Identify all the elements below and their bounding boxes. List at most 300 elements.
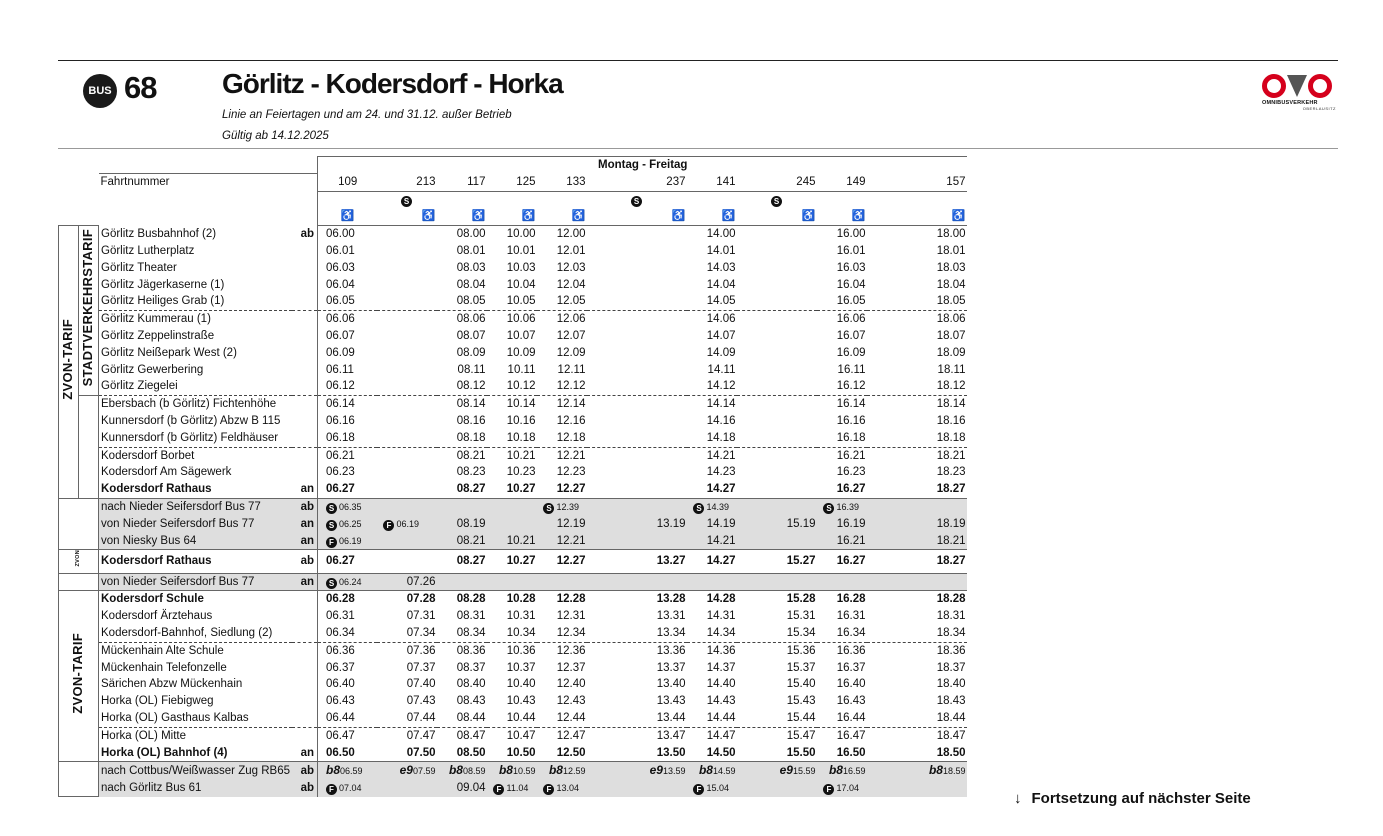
time-cell xyxy=(317,591,377,608)
timetable-row xyxy=(59,550,968,573)
time-value: 18.27 xyxy=(936,483,966,496)
timetable-row xyxy=(59,693,968,710)
wheelchair-icon: ♿ xyxy=(671,210,686,223)
time-cell xyxy=(687,625,737,642)
time-value: 13.47 xyxy=(656,729,686,742)
time-value: 16.05 xyxy=(836,295,866,308)
time-value: 13.19 xyxy=(656,517,686,530)
time-cell xyxy=(377,413,437,430)
time-value: 06.43 xyxy=(325,695,355,708)
time-cell xyxy=(487,550,537,573)
time-cell xyxy=(437,710,487,727)
time-cell xyxy=(737,413,817,430)
time-value: 08.00 xyxy=(456,228,486,241)
arrival-departure-marker: an xyxy=(292,533,318,550)
stop-name: Görlitz Zeppelinstraße xyxy=(101,329,215,342)
stop-name: Görlitz Heiliges Grab (1) xyxy=(99,293,292,310)
stop-name: Görlitz Kummerau (1) xyxy=(101,313,211,326)
time-cell xyxy=(587,378,687,395)
arrival-departure-marker: ab xyxy=(292,780,318,797)
time-cell xyxy=(317,277,377,294)
time-cell xyxy=(537,573,587,591)
time-value: 18.50 xyxy=(936,746,966,759)
time-cell xyxy=(867,362,967,379)
time-cell xyxy=(487,430,537,447)
day-label: Montag - Freitag xyxy=(317,157,967,174)
time-value: 16.27 xyxy=(836,555,866,568)
time-value: 10.23 xyxy=(506,466,536,479)
time-cell xyxy=(487,676,537,693)
time-cell xyxy=(687,516,737,533)
time-cell xyxy=(377,780,437,797)
time-value: 15.36 xyxy=(786,644,816,657)
wheelchair-icon: ♿ xyxy=(521,210,536,223)
time-value: 14.06 xyxy=(706,313,736,326)
time-cell xyxy=(587,328,687,345)
time-value: 15.47 xyxy=(786,729,816,742)
time-cell xyxy=(537,676,587,693)
stop-name: Kodersdorf Ärztehaus xyxy=(101,610,213,623)
wheelchair-icon: ♿ xyxy=(340,210,355,223)
time-value: 14.36 xyxy=(706,644,736,657)
time-cell xyxy=(817,642,867,659)
time-cell xyxy=(737,710,817,727)
time-value: 06.44 xyxy=(325,711,355,724)
time-cell xyxy=(687,464,737,481)
time-cell xyxy=(537,277,587,294)
time-value: 07.43 xyxy=(406,695,436,708)
time-cell xyxy=(437,516,487,533)
time-value: 16.11 xyxy=(837,363,866,376)
time-cell xyxy=(737,277,817,294)
time-cell xyxy=(867,328,967,345)
time-cell xyxy=(437,396,487,413)
stop-name: Görlitz Theater xyxy=(101,261,177,274)
time-value: 12.12 xyxy=(556,380,586,393)
time-value: 14.00 xyxy=(706,228,736,241)
arrival-departure-marker xyxy=(292,642,318,659)
school-day-icon: S xyxy=(631,196,642,207)
time-cell xyxy=(377,573,437,591)
time-value: 12.04 xyxy=(556,278,586,291)
time-cell xyxy=(317,481,377,498)
time-cell xyxy=(437,608,487,625)
stop-name: von Nieder Seifersdorf Bus 77 xyxy=(99,516,292,533)
train-type-label: b8 xyxy=(698,763,713,778)
stop-name: Kodersdorf Rathaus xyxy=(99,481,292,498)
time-cell xyxy=(317,260,377,277)
time-value: 18.21 xyxy=(936,534,966,547)
time-value: 12.40 xyxy=(556,678,586,691)
time-value: 08.07 xyxy=(456,329,486,342)
time-value: 14.27 xyxy=(706,483,736,496)
time-value: 06.50 xyxy=(325,746,355,759)
arrival-departure-marker xyxy=(292,243,318,260)
train-type-label: b8 xyxy=(498,763,513,778)
time-cell xyxy=(587,293,687,310)
school-day-icon: S xyxy=(693,503,704,514)
timetable-row xyxy=(59,676,968,693)
time-cell xyxy=(377,293,437,310)
timetable-row xyxy=(59,573,968,591)
time-cell xyxy=(437,464,487,481)
time-cell xyxy=(437,533,487,550)
time-cell xyxy=(537,378,587,395)
time-value: 08.47 xyxy=(456,729,486,742)
time-cell xyxy=(587,498,687,515)
time-value: 18.34 xyxy=(936,627,966,639)
time-value: 15.31 xyxy=(786,610,816,623)
time-cell xyxy=(817,430,867,447)
time-cell xyxy=(867,533,967,550)
wheelchair-icon: ♿ xyxy=(951,210,966,223)
arrival-departure-marker xyxy=(292,710,318,727)
time-cell xyxy=(487,447,537,464)
time-cell xyxy=(377,481,437,498)
time-cell xyxy=(487,693,537,710)
time-value: 16.40 xyxy=(836,678,866,691)
time-cell xyxy=(537,293,587,310)
time-cell xyxy=(687,573,737,591)
time-cell xyxy=(817,625,867,642)
time-cell xyxy=(437,591,487,608)
time-cell xyxy=(867,378,967,395)
time-cell xyxy=(867,413,967,430)
time-cell xyxy=(317,362,377,379)
time-cell xyxy=(687,345,737,362)
time-cell xyxy=(737,260,817,277)
time-cell xyxy=(817,328,867,345)
arrival-departure-marker xyxy=(292,328,318,345)
time-cell xyxy=(587,642,687,659)
time-cell xyxy=(317,745,377,762)
time-cell xyxy=(817,608,867,625)
time-cell xyxy=(867,293,967,310)
time-cell xyxy=(317,516,377,533)
time-cell xyxy=(867,243,967,260)
time-cell xyxy=(317,226,377,243)
time-value: 08.21 xyxy=(456,449,486,462)
timetable-row xyxy=(59,591,968,608)
time-cell xyxy=(437,727,487,744)
time-value: 07.44 xyxy=(406,711,436,724)
time-cell xyxy=(687,676,737,693)
time-value: 06.12 xyxy=(325,380,355,393)
time-cell xyxy=(437,430,487,447)
time-value: 16.37 xyxy=(836,661,866,674)
stop-name: Kodersdorf Rathaus xyxy=(99,550,292,573)
time-value: 16.39 xyxy=(836,501,860,512)
time-cell xyxy=(687,226,737,243)
time-cell xyxy=(377,328,437,345)
trip-number: 157 xyxy=(867,174,967,191)
time-value: 13.59 xyxy=(662,766,686,777)
time-value: 12.05 xyxy=(556,295,586,308)
time-value: 10.21 xyxy=(506,449,536,462)
stop-name: nach Görlitz Bus 61 xyxy=(99,780,292,797)
time-value: 18.00 xyxy=(936,228,966,241)
time-value: 14.40 xyxy=(706,678,736,691)
ovo-logo xyxy=(1262,72,1336,116)
time-value: 18.03 xyxy=(936,261,966,274)
time-cell xyxy=(487,780,537,797)
time-cell xyxy=(437,243,487,260)
time-cell xyxy=(817,676,867,693)
arrival-departure-marker xyxy=(292,311,318,328)
time-value: 06.34 xyxy=(325,627,355,639)
time-value: 08.19 xyxy=(456,517,486,530)
time-cell xyxy=(377,498,437,515)
time-cell xyxy=(817,277,867,294)
arrival-departure-marker xyxy=(292,396,318,413)
time-cell xyxy=(587,430,687,447)
time-value: 14.59 xyxy=(712,766,736,777)
time-cell xyxy=(687,642,737,659)
time-cell xyxy=(817,516,867,533)
arrival-departure-marker: ab xyxy=(292,226,318,243)
time-value: 08.44 xyxy=(456,711,486,724)
time-value: 06.19 xyxy=(396,518,420,529)
time-value: 16.14 xyxy=(836,398,866,411)
time-cell xyxy=(737,243,817,260)
time-value: 12.27 xyxy=(556,555,586,568)
time-cell xyxy=(687,413,737,430)
time-cell xyxy=(317,533,377,550)
time-value: 16.07 xyxy=(836,329,866,342)
time-cell xyxy=(687,550,737,573)
time-cell xyxy=(867,693,967,710)
trip-number-label: Fahrtnummer xyxy=(99,174,318,191)
time-cell xyxy=(537,311,587,328)
time-cell xyxy=(817,745,867,762)
timetable-row xyxy=(59,362,968,379)
time-cell xyxy=(377,550,437,573)
time-value: 18.59 xyxy=(942,766,966,777)
connection-icon: F xyxy=(493,784,504,795)
arrival-departure-marker xyxy=(292,362,318,379)
zone-blank xyxy=(79,396,99,499)
time-value: 12.09 xyxy=(556,346,586,359)
time-cell xyxy=(437,693,487,710)
zone-label-zvon-2 xyxy=(59,591,99,762)
time-value: 06.59 xyxy=(340,766,363,777)
logo-text: OMNIBUSVERKEHR xyxy=(1262,100,1318,106)
time-value: 06.47 xyxy=(325,729,355,742)
time-cell xyxy=(487,413,537,430)
time-value: 18.05 xyxy=(936,295,966,308)
time-cell xyxy=(737,345,817,362)
time-cell xyxy=(437,260,487,277)
time-value: 18.04 xyxy=(936,278,966,291)
time-cell xyxy=(487,293,537,310)
time-cell xyxy=(377,625,437,642)
time-cell xyxy=(737,447,817,464)
time-cell xyxy=(867,660,967,677)
connection-icon: F xyxy=(326,784,337,795)
time-value: 16.34 xyxy=(836,627,866,639)
time-value: 06.40 xyxy=(325,678,355,691)
time-cell xyxy=(487,660,537,677)
time-cell xyxy=(687,481,737,498)
time-value: 06.18 xyxy=(325,431,355,444)
time-value: 12.06 xyxy=(556,313,586,326)
time-cell xyxy=(377,727,437,744)
time-value: 18.19 xyxy=(936,517,966,530)
time-cell xyxy=(437,625,487,642)
zone-blank xyxy=(59,498,99,549)
time-value: 16.21 xyxy=(836,534,866,547)
time-cell xyxy=(487,608,537,625)
time-cell xyxy=(687,533,737,550)
time-value: 07.37 xyxy=(406,661,436,674)
time-value: 10.05 xyxy=(506,295,536,308)
time-cell xyxy=(317,464,377,481)
time-cell xyxy=(737,550,817,573)
time-cell xyxy=(867,498,967,515)
time-cell xyxy=(537,413,587,430)
time-value: 08.09 xyxy=(456,346,486,359)
time-cell xyxy=(737,430,817,447)
time-cell xyxy=(587,464,687,481)
time-cell xyxy=(537,243,587,260)
time-value: 18.31 xyxy=(936,610,966,623)
stop-name: Kodersdorf Am Sägewerk xyxy=(101,466,232,479)
time-cell xyxy=(537,464,587,481)
time-cell xyxy=(317,693,377,710)
arrival-departure-marker xyxy=(292,591,318,608)
time-value: 12.16 xyxy=(556,414,586,427)
time-value: 08.28 xyxy=(456,593,486,606)
time-cell xyxy=(377,260,437,277)
arrow-down-icon: ↓ xyxy=(1014,790,1022,807)
time-value: 07.36 xyxy=(406,644,436,657)
time-value: 08.04 xyxy=(456,278,486,291)
time-cell xyxy=(737,573,817,591)
zone-label-zvon-small xyxy=(59,550,99,573)
time-cell xyxy=(587,745,687,762)
time-value: 14.44 xyxy=(706,711,736,724)
train-type-label: b8 xyxy=(448,763,463,778)
time-value: 08.03 xyxy=(456,261,486,274)
school-day-icon: S xyxy=(543,503,554,514)
stop-name: Görlitz Lutherplatz xyxy=(101,244,195,257)
train-type-label: b8 xyxy=(548,763,563,778)
time-cell xyxy=(737,362,817,379)
time-cell xyxy=(377,745,437,762)
time-cell xyxy=(537,447,587,464)
time-value: 10.47 xyxy=(506,729,536,742)
time-cell xyxy=(537,745,587,762)
arrival-departure-marker xyxy=(292,447,318,464)
time-cell xyxy=(817,413,867,430)
time-value: 08.01 xyxy=(456,244,486,257)
time-cell xyxy=(817,762,867,780)
time-cell xyxy=(587,676,687,693)
time-value: 10.27 xyxy=(506,483,536,496)
stop-name: Horka (OL) Fiebigweg xyxy=(101,695,214,708)
timetable-row xyxy=(59,625,968,642)
stop-name: Görlitz Gewerbering xyxy=(101,363,204,376)
time-cell xyxy=(867,447,967,464)
arrival-departure-marker xyxy=(292,608,318,625)
time-value: 06.05 xyxy=(325,295,355,308)
time-cell xyxy=(537,642,587,659)
time-value: 10.06 xyxy=(506,313,536,326)
time-cell xyxy=(317,243,377,260)
arrival-departure-marker xyxy=(292,413,318,430)
time-value: 12.21 xyxy=(556,534,586,547)
time-cell xyxy=(437,328,487,345)
time-cell xyxy=(817,311,867,328)
stop-name: Särichen Abzw Mückenhain xyxy=(101,678,243,691)
time-value: 12.01 xyxy=(556,244,586,257)
time-value: 15.59 xyxy=(792,766,816,777)
time-value: 14.27 xyxy=(706,555,736,568)
time-cell xyxy=(437,660,487,677)
time-cell xyxy=(317,378,377,395)
time-value: 07.26 xyxy=(406,575,436,588)
time-cell xyxy=(317,573,377,591)
time-value: 06.37 xyxy=(325,661,355,674)
time-value: 12.47 xyxy=(556,729,586,742)
time-cell xyxy=(537,328,587,345)
time-value: 18.06 xyxy=(936,313,966,326)
arrival-departure-marker: ab xyxy=(292,498,318,515)
time-cell xyxy=(687,362,737,379)
time-cell xyxy=(537,362,587,379)
time-cell xyxy=(317,345,377,362)
time-cell xyxy=(737,608,817,625)
time-cell xyxy=(377,311,437,328)
time-value: 10.44 xyxy=(506,711,536,724)
time-value: 12.44 xyxy=(556,711,586,724)
time-cell xyxy=(377,660,437,677)
time-value: 10.27 xyxy=(506,555,536,568)
time-cell xyxy=(817,378,867,395)
timetable-row xyxy=(59,727,968,744)
time-cell xyxy=(317,293,377,310)
stop-name: nach Nieder Seifersdorf Bus 77 xyxy=(99,498,292,515)
time-value: 08.50 xyxy=(456,746,486,759)
time-value: 14.09 xyxy=(706,346,736,359)
time-cell xyxy=(867,226,967,243)
time-value: 12.50 xyxy=(556,746,586,759)
time-cell xyxy=(487,243,537,260)
time-cell xyxy=(487,745,537,762)
time-value: 18.44 xyxy=(936,711,966,724)
time-value: 08.37 xyxy=(456,661,486,674)
time-value: 18.21 xyxy=(936,449,966,462)
time-cell xyxy=(377,642,437,659)
stop-name: Horka (OL) Gasthaus Kalbas xyxy=(99,710,292,727)
time-value: 15.43 xyxy=(786,695,816,708)
time-value: 16.59 xyxy=(842,766,866,777)
time-cell xyxy=(587,243,687,260)
time-cell xyxy=(817,345,867,362)
time-value: 08.40 xyxy=(456,678,486,691)
time-cell xyxy=(437,676,487,693)
time-cell xyxy=(317,780,377,797)
timetable-row xyxy=(59,243,968,260)
time-value: 12.14 xyxy=(556,398,586,411)
time-cell xyxy=(817,573,867,591)
time-cell xyxy=(687,328,737,345)
time-value: 14.21 xyxy=(706,534,736,547)
time-value: 16.12 xyxy=(836,380,866,393)
stop-name: Mückenhain Alte Schule xyxy=(101,644,224,657)
time-cell xyxy=(737,693,817,710)
time-value: 17.04 xyxy=(836,783,860,794)
